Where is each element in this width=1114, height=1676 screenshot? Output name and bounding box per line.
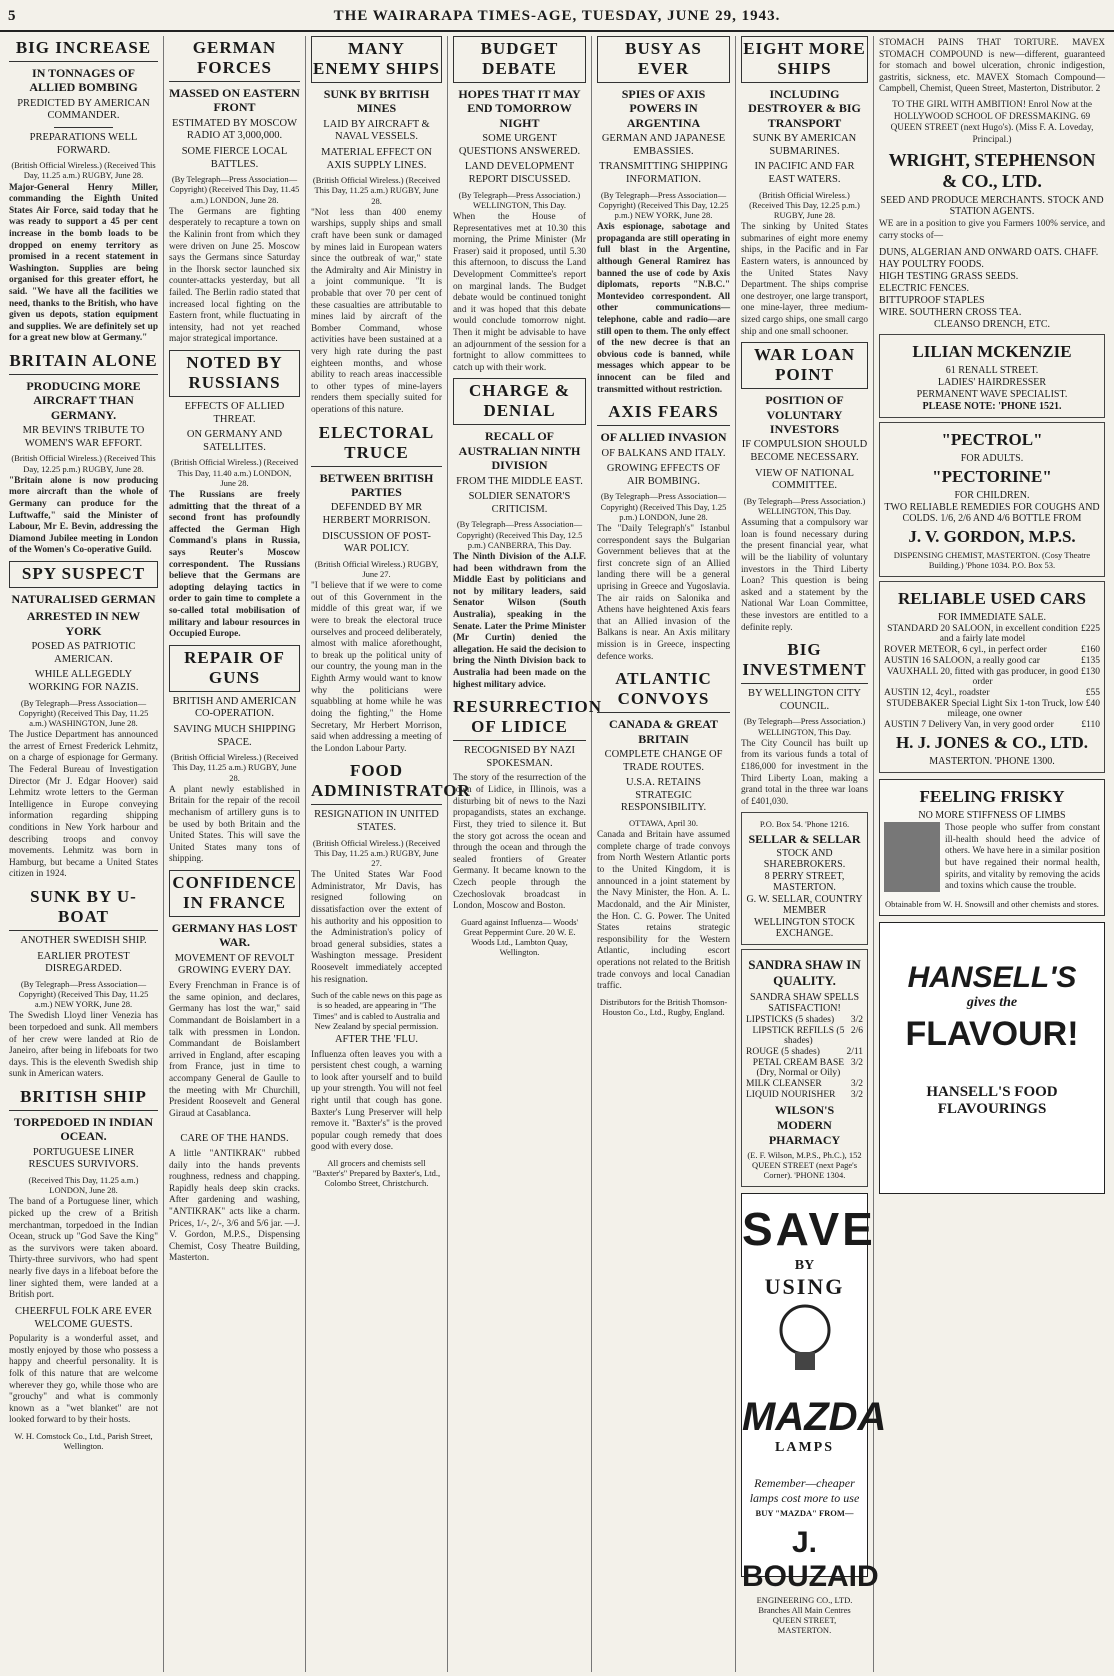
dateline: (British Official Wireless.) (Received This Day, 12.25 p.m.) RUGBY, June 28. xyxy=(749,189,860,220)
dateline: (By Telegraph—Press Association.) WELLINGTON, This Day. xyxy=(743,495,866,516)
article-body: "I believe that if we were to come out of this Government in the middle of this great war, if we were to break the electoral truce ourselves and proceed deliberately, almost with malice aforethought, to break up the political unity of our country, the young man in the Eighth Army would want to know why the politicians were squabbling at home while he was doing the fighting," the Home Secretary, Mr Herbert Morrison, said when addressing a meeting of the London Labour Party. xyxy=(311,581,442,754)
dateline: (By Telegraph—Press Association—Copyright) (Received This Day, 1.25 p.m.) LONDON, June 28. xyxy=(600,491,727,522)
headline: CHARGE & DENIAL xyxy=(453,378,586,425)
subheadline: EARLIER PROTEST DISREGARDED. xyxy=(37,950,130,975)
headline: BUSY AS EVER xyxy=(597,36,730,83)
ad-line: FOR ADULTS. xyxy=(960,452,1024,464)
ad-footer: Obtainable from W. H. Snowsill and other chemists and stores. xyxy=(885,898,1099,909)
subheadline: MOVEMENT OF REVOLT GROWING EVERY DAY. xyxy=(174,952,295,977)
classified-ad: STOMACH PAINS THAT TORTURE. MAVEX STOMACH COMPOUND is new—different, guaranteed for stomach and bowel ulceration, chronic indigestion, gastritis, sickness, etc. MAVEX Stomach Compound—Campbell, Chemist, Queen Street, Masterton, Distributor. 2 xyxy=(879,38,1105,95)
column-7 xyxy=(874,36,1110,1672)
headline: AXIS FEARS xyxy=(597,400,730,426)
subheadline: PRODUCING MORE AIRCRAFT THAN GERMANY. xyxy=(26,379,141,422)
ad-line: DISPENSING CHEMIST, MASTERTON. (Cosy Theatre Building.) 'Phone 1034. P.O. Box 53. xyxy=(893,549,1091,570)
subheadline: DEFENDED BY MR HERBERT MORRISON. xyxy=(322,502,431,527)
subheadline: WHILE ALLEGEDLY WORKING FOR NAZIS. xyxy=(28,669,139,694)
subheadline: HOPES THAT IT MAY END TOMORROW NIGHT xyxy=(458,87,581,130)
subheadline: POSED AS PATRIOTIC AMERICAN. xyxy=(31,641,136,665)
subheadline: OF ALLIED INVASION xyxy=(600,430,727,445)
subheadline: PORTUGUESE LINER RESCUES SURVIVORS. xyxy=(28,1146,139,1171)
used-cars-ad xyxy=(879,581,1105,773)
headline: ELECTORAL TRUCE xyxy=(311,421,442,467)
subheadline: U.S.A. RETAINS STRATEGIC RESPONSIBILITY. xyxy=(620,777,707,814)
ad-title: LILIAN MCKENZIE xyxy=(912,341,1072,361)
article-body: The Russians are freely admitting that the threat of a second front has profoundly affected the German High Command's plans in Russia, says Reuter's Moscow correspondent. The Russians believe that the Germans are adopting delaying tactics in order to gain time to complete a so-called total mobilisation of military and labour resources in Occupied Europe. xyxy=(169,489,300,640)
subheadline: AFTER THE 'FLU. xyxy=(334,1033,419,1045)
ad-title: WRIGHT, STEPHENSON & CO., LTD. xyxy=(888,150,1096,192)
masthead xyxy=(0,0,1114,32)
ad-using: USING xyxy=(764,1274,845,1300)
headline: EIGHT MORE SHIPS xyxy=(741,36,868,83)
article-body: Every Frenchman in France is of the same opinion, and declares, Germany has lost the war," said Commandant de Boislambert in a talk with pressmen in London. Commandant de Boislambert arrived in England, after escaping from France, just in time to accompany General de Gaulle to the meeting with Mr Churchill, President Roosevelt and General Giraud at Casablanca. xyxy=(169,981,300,1119)
subheadline: POSITION OF VOLUNTARY INVESTORS xyxy=(765,393,844,436)
subheadline: PREDICTED BY AMERICAN COMMANDER. xyxy=(17,97,150,122)
price-row: PETAL CREAM BASE (Dry, Normal or Oily) 3/2 xyxy=(752,1057,863,1078)
headline: BUDGET DEBATE xyxy=(453,36,586,83)
subheadline: RECALL OF AUSTRALIAN NINTH DIVISION xyxy=(458,429,581,473)
headline: CONFIDENCE IN FRANCE xyxy=(169,870,300,917)
subheadline: CANADA & GREAT BRITAIN xyxy=(608,717,719,746)
divider xyxy=(54,127,114,128)
subheadline: BRITISH AND AMERICAN CO-OPERATION. xyxy=(172,695,297,720)
car-row: VAUXHALL 20, fitted with gas producer, in good order £130 xyxy=(886,667,1100,688)
article-body: Popularity is a wonderful asset, and mostly enjoyed by those who possess a happy and cheerful personality. It is folk of this nature that are welcome wherever they go, while those who are "grouchy" and what is commonly known as a "wet blanket" are not looked forward to by their hosts. xyxy=(9,1334,158,1426)
ad-shop: WILSON'S MODERN PHARMACY xyxy=(768,1102,841,1147)
ad-address: (E. F. Wilson, M.P.S., Ph.C.), 152 QUEEN STREET (next Page's Corner). 'PHONE 1304. xyxy=(747,1149,862,1180)
subheadline: VIEW OF NATIONAL COMMITTEE. xyxy=(755,467,854,492)
ad-line: PERMANENT WAVE SPECIALIST. xyxy=(916,388,1068,400)
article-body: When the House of Representatives met at 10.30 this morning, the Prime Minister (Mr Fraser) said it proposed, until 5.30 this afternoon, to discuss the Land Development Committee's report on marginal lands. The Budget debate would be continued tonight and it was hoped that this debate would conclude tomorrow night. Then it might be advisable to have an adjournment of the session for a fortnight to allow committees to catch up with their work. xyxy=(453,211,586,373)
subheadline: IN TONNAGES OF ALLIED BOMBING xyxy=(29,66,138,95)
ad-item: HAY POULTRY FOODS. xyxy=(879,258,984,270)
headline: REPAIR OF GUNS xyxy=(169,645,300,692)
ad-subtitle: SEED AND PRODUCE MERCHANTS. STOCK AND STATION AGENTS. xyxy=(880,195,1104,218)
mazda-lamps-ad xyxy=(741,1193,887,1636)
ad-body: TWO RELIABLE REMEDIES FOR COUGHS AND COLDS. 1/6, 2/6 AND 4/6 BOTTLE FROM xyxy=(884,501,1100,524)
dateline: (British Official Wireless.) (Received This Day, 11.25 a.m.) RUGBY, June 27. xyxy=(312,837,441,868)
ad-item: ELECTRIC FENCES. xyxy=(879,282,970,294)
price-row: LIQUID NOURISHER 3/2 xyxy=(746,1089,863,1100)
dateline: (British Official Wireless.) (Received This Day, 11.25 a.m.) RUGBY, June 28. xyxy=(11,160,156,181)
portrait-photo xyxy=(884,822,940,892)
pectrol-ad xyxy=(879,422,1105,577)
dateline: (By Telegraph—Press Association.) WELLINGTON, This Day. xyxy=(458,189,581,210)
subheadline: GROWING EFFECTS OF AIR BOMBING. xyxy=(606,463,721,487)
article-body: Major-General Henry Miller, commanding the Eighth United States Air Force, said today that he was ready to support a 45 per cent increase in the bomb loads to be dropped on enemy territory as promised in a recent statement in Washington. Supplies are being organised for this greater effort, he said. "We have all the facilities we need, thanks to the British, who have given us depots, station equipment and supplies. We are definitely set up for a great new blow at Germany." xyxy=(9,182,158,344)
car-row: STANDARD 20 SALOON, in excellent condition and a fairly late model £225 xyxy=(887,624,1100,645)
ad-footer: HANSELL'S FOOD FLAVOURINGS xyxy=(926,1083,1058,1117)
ad-item: HIGH TESTING GRASS SEEDS. xyxy=(879,270,1019,282)
dateline: (British Official Wireless.) (Received This Day, 11.40 a.m.) LONDON, June 28. xyxy=(170,457,299,488)
column-3 xyxy=(306,36,471,1672)
subheadline: GERMAN AND JAPANESE EMBASSIES. xyxy=(601,133,726,157)
ad-line: WELLINGTON STOCK EXCHANGE. xyxy=(753,916,855,939)
advertiser: Guard against Influenza— Woods' Great Peppermint Cure. 20 W. E. Woods Ltd., Lambton Quay, Wellington. xyxy=(460,916,579,958)
dateline: OTTAWA, April 30. xyxy=(629,818,698,829)
ad-title: SANDRA SHAW IN QUALITY. xyxy=(748,956,861,988)
subheadline: CHEERFUL FOLK ARE EVER WELCOME GUESTS. xyxy=(15,1305,152,1330)
ad-title: RELIABLE USED CARS xyxy=(898,589,1086,609)
classified-ad: TO THE GIRL WITH AMBITION! Enrol Now at the HOLLYWOOD SCHOOL OF DRESSMAKING. 69 QUEEN STREET (next Hugo's). (Miss F. A. Loveday, Principal.) xyxy=(890,100,1094,145)
headline: GERMAN FORCES xyxy=(169,36,300,82)
price-row: ROUGE (5 shades) 2/11 xyxy=(746,1046,863,1057)
column-2 xyxy=(164,36,306,1672)
subheadline: LAID BY AIRCRAFT & NAVAL VESSELS. xyxy=(323,118,430,143)
lilian-mckenzie-ad xyxy=(879,334,1105,418)
price-row: LIPSTICKS (5 shades) 3/2 xyxy=(746,1014,863,1025)
car-row: ROVER METEOR, 6 cyl., in perfect order £160 xyxy=(884,645,1100,656)
headline: SPY SUSPECT xyxy=(9,561,158,588)
ad-tagline: gives the xyxy=(966,994,1018,1010)
price-row: MILK CLEANSER 3/2 xyxy=(746,1078,863,1089)
article-body: The Swedish Lloyd liner Venezia has been torpedoed and sunk. All members of her crew were landed at Rio de Janeiro, after being in lifeboats for two days. This is the eleventh Swedish ship sunk in American waters. xyxy=(9,1011,158,1080)
ad-tagline: Remember—cheaper lamps cost more to use xyxy=(749,1476,860,1506)
ad-line: G. W. SELLAR, COUNTRY MEMBER xyxy=(746,893,863,916)
headline: ATLANTIC CONVOYS xyxy=(597,667,730,713)
advertiser: W. H. Comstock Co., Ltd., Parish Street, Wellington. xyxy=(14,1430,153,1452)
subheadline: MR BEVIN'S TRIBUTE TO WOMEN'S WAR EFFORT. xyxy=(22,425,145,449)
dateline: (By Telegraph—Press Association—Copyright) (Received This Day, 12.25 p.m.) NEW YORK, June 28. xyxy=(598,189,729,220)
ad-phone: P.O. Box 54. 'Phone 1216. xyxy=(759,819,850,830)
subheadline: IN PACIFIC AND FAR EAST WATERS. xyxy=(754,161,855,185)
ad-brand: HANSELL'S xyxy=(907,960,1077,994)
article-body: Influenza often leaves you with a persistent chest cough, a warning to look after yourself and to build up your strength. You will not feel right until that cough has gone. Baxter's Lung Preserver will help remove it. "Baxter's" is the proved popular cough remedy that does good with every dose. xyxy=(311,1049,442,1153)
article-body: Axis espionage, sabotage and propaganda are still operating in full blast in the Argentine, although General Ramirez has banned the use of code by Axis diplomats, reports "N.B.C." Montevideo correspondent. All other communications—telephone, cable and radio—are still open to them. The only effect of the new decree is that an obvious code is banned, while messages which appear to be innocent can be filed and transmitted without restriction. xyxy=(597,222,730,395)
lightbulb-icon xyxy=(775,1300,835,1380)
ad-dealer-sub: ENGINEERING CO., LTD. Branches All Main Centres QUEEN STREET, MASTERTON. xyxy=(756,1595,853,1636)
car-row: AUSTIN 12, 4cyl., roadster £55 xyxy=(884,688,1100,699)
subheadline: BY WELLINGTON CITY COUNCIL. xyxy=(748,688,861,712)
subheadline: TRANSMITTING SHIPPING INFORMATION. xyxy=(599,161,728,185)
article-body: The United States War Food Administrator, Mr Davis, has resigned following on dissatisfaction over the extent of his authority and his opposition to the Administration's policy of broad general subsidies, states a Washington message. President Roosevelt immediately accepted his resignation. xyxy=(311,870,442,985)
dateline: (By Telegraph—Press Association.) WELLINGTON, This Day. xyxy=(743,716,866,737)
dateline: (British Official Wireless.) (Received This Day, 11.25 a.m.) RUGBY, June 28. xyxy=(312,175,441,206)
column-1 xyxy=(4,36,164,1672)
dateline: (Received This Day, 11.25 a.m.) LONDON, June 28. xyxy=(28,1175,139,1196)
car-row: AUSTIN 16 SALOON, a really good car £135 xyxy=(884,656,1100,667)
ad-lamps: LAMPS xyxy=(775,1440,834,1456)
ad-title: "PECTORINE" xyxy=(932,466,1052,486)
ad-line: FOR CHILDREN. xyxy=(954,489,1030,501)
article-body: The Germans are fighting desperately to recapture a town on the Kalinin front from which they were driven on June 25. Moscow says the Germans since Saturday in the Ihorsk sector launched six counter-attacks yesterday, but all failed. The Berlin radio stated that increased local fighting on the Eastern front, while fluctuating in intensity, had not yet reached major strategical importance. xyxy=(169,206,300,345)
subheadline: EFFECTS OF ALLIED THREAT. xyxy=(184,401,285,425)
headline: BIG INCREASE xyxy=(9,36,158,62)
article-body: The Justice Department has announced the arrest of Ernest Frederick Lehmitz, on a charge of espionage for Germany. The Federal Bureau of Investigation Director (Mr J. Edgar Hoover) said Lehmitz wrote letters to the German Intelligence in Europe conveying information regarding shipping conditions in New York harbour and describing troops and convoy movements. Lehmitz was born in Hamburg, but became a United States citizen in 1924. xyxy=(9,730,158,880)
price-row: LIPSTICK REFILLS (5 shades) 2/6 xyxy=(752,1025,863,1046)
dateline: (By Telegraph—Press Association—Copyright) (Received This Day, 12.5 p.m.) CANBERRA, This Day. xyxy=(456,519,583,550)
ad-title: FEELING FRISKY xyxy=(919,787,1065,807)
article-body: A little "ANTIKRAK" rubbed daily into the hands prevents roughness, redness and chapping. Rapidly heals deep skin cracks. After gardening and washing, "ANTIKRAK" acts like a charm. Prices, 1/-, 2/-, 3/6 and 5/6 jar. —J. V. Gordon, M.P.S., Dispensing Chemist, Cosy Theatre Building, Masterton. xyxy=(169,1148,300,1264)
sandra-shaw-ad xyxy=(741,949,868,1188)
car-row: AUSTIN 7 Delivery Van, in very good order £110 xyxy=(884,720,1100,731)
ad-title: J. V. GORDON, M.P.S. xyxy=(908,526,1076,546)
headline: SUNK BY U-BOAT xyxy=(9,885,158,931)
dateline: (By Telegraph—Press Association—Copyright) (Received This Day, 11.45 a.m.) LONDON, June 28. xyxy=(169,174,300,205)
ad-headline: FLAVOUR! xyxy=(905,1014,1079,1053)
dateline: (British Official Wireless.) (Received This Day, 11.25 a.m.) RUGBY, June 28. xyxy=(170,752,299,783)
headline: MANY ENEMY SHIPS xyxy=(311,36,442,83)
ad-line: MASTERTON. 'PHONE 1300. xyxy=(929,756,1055,768)
article-body: Canada and Britain have assumed complete charge of trade convoys from North Western Atlantic ports to the United Kingdom, it is announced in a joint statement by the Navy Minister, the Hon. A. L. Macdonald, and the Air Minister, the Hon. C. G. Power. The United States retains strategic responsibility for the Western Atlantic, including escort operations not related to the British trade convoys and local Canadian traffic. xyxy=(597,830,730,992)
subheadline: ON GERMANY AND SATELLITES. xyxy=(186,429,283,453)
subheadline: ANOTHER SWEDISH SHIP. xyxy=(20,935,147,947)
subheadline: COMPLETE CHANGE OF TRADE ROUTES. xyxy=(604,749,723,773)
column-6 xyxy=(736,36,887,1672)
subheadline: SUNK BY BRITISH MINES xyxy=(323,87,430,116)
subheadline: SUNK BY AMERICAN SUBMARINES. xyxy=(752,133,857,157)
subheadline: NATURALISED GERMAN xyxy=(11,592,156,607)
subheadline: OF BALKANS AND ITALY. xyxy=(601,447,726,459)
headline: BIG INVESTMENT xyxy=(741,638,868,684)
article-body: The sinking by United States submarines of eight more enemy ships, in the Pacific and in Far Eastern waters, is announced by the United States Navy Department. The ships comprise one destroyer, one large transport, one mine-layer, three medium-sized cargo ships, one small cargo ship and one small schooner. xyxy=(741,222,868,337)
headline: NOTED BY RUSSIANS xyxy=(169,350,300,397)
dateline: (By Telegraph—Press Association—Copyright) (Received This Day, 11.25 a.m.) NEW YORK, June 28. xyxy=(18,978,149,1010)
headline: BRITISH SHIP xyxy=(9,1085,158,1111)
subheadline: GERMANY HAS LOST WAR. xyxy=(171,921,298,950)
subheadline: SAVING MUCH SHIPPING SPACE. xyxy=(173,724,296,748)
subheadline: DISCUSSION OF POST-WAR POLICY. xyxy=(322,530,431,555)
headline: WAR LOAN POINT xyxy=(741,342,868,389)
ad-body: WE are in a position to give you Farmers 100% service, and carry stocks of— xyxy=(879,219,1105,242)
advertiser: Distributors for the British Thomson-Houston Co., Ltd., Rugby, England. xyxy=(599,996,728,1017)
columns xyxy=(4,36,1110,1672)
subheadline: SOLDIER SENATOR'S CRITICISM. xyxy=(468,491,571,515)
subheadline: ESTIMATED BY MOSCOW RADIO AT 3,000,000. xyxy=(171,117,298,142)
subheadline: MASSED ON EASTERN FRONT xyxy=(169,86,300,115)
ad-line: 61 RENALL STREET. xyxy=(945,364,1039,376)
headline: RESURRECTION OF LIDICE xyxy=(453,695,586,741)
ad-line: 8 PERRY STREET, MASTERTON. xyxy=(764,870,845,893)
subheadline: INCLUDING DESTROYER & BIG TRANSPORT xyxy=(748,87,861,130)
page-number: 5 xyxy=(8,8,16,24)
ad-subtitle: SANDRA SHAW SPELLS SATISFACTION! xyxy=(749,991,860,1014)
ad-buy: BUY "MAZDA" FROM— xyxy=(755,1508,854,1519)
ad-item: DUNS, ALGERIAN AND ONWARD OATS. CHAFF. xyxy=(879,246,1099,258)
headline: BRITAIN ALONE xyxy=(9,349,158,375)
subheadline: RESIGNATION IN UNITED STATES. xyxy=(314,809,439,833)
ad-line: PLEASE NOTE: 'PHONE 1521. xyxy=(922,400,1062,412)
article-body: A plant newly established in Britain for the repair of the recoil mechanism of artillery guns is to be used by both Britain and the United States. This will save the United States many tons of shipping. xyxy=(169,784,300,865)
ad-item: CLEANSO DRENCH, ETC. xyxy=(933,318,1051,330)
dateline: (British Official Wireless.) RUGBY, June 27. xyxy=(314,558,439,580)
ad-name: SELLAR & SELLAR xyxy=(748,831,861,846)
article-body: "Not less than 400 enemy warships, supply ships and small craft have been sunk or damaged by mines laid in European waters since the outbreak of war," state the Admiralty and Air Ministry in a joint communique. "It is probable that over 70 per cent of these casualties are attributable to mines laid by aircraft of the Bomber Command, whose activities have been sustained at a very high rate during the past eighteen months, and whose ability to reach areas inaccessible to other types of mine-layers renders them specially suited for operations of this nature. xyxy=(311,207,442,416)
column-4 xyxy=(448,36,602,1672)
ad-subtitle: FOR IMMEDIATE SALE. xyxy=(937,612,1047,624)
subheadline: FROM THE MIDDLE EAST. xyxy=(456,475,583,487)
advertiser: All grocers and chemists sell "Baxter's" Prepared by Baxter's, Ltd., Colombo Street, Christchurch. xyxy=(312,1158,441,1189)
ad-item: BITTUPROOF STAPLES xyxy=(879,294,985,306)
newspaper-title: THE WAIRARAPA TIMES-AGE, TUESDAY, JUNE 29, 1943. xyxy=(333,8,781,24)
article-body: The City Council has built up from its various funds a total of £186,000 for investment in the Third Liberty Loan, making a grand total in the three war loans of £401,030. xyxy=(741,738,868,807)
subheadline: MATERIAL EFFECT ON AXIS SUPPLY LINES. xyxy=(321,146,432,171)
dateline: (British Official Wireless.) (Received This Day, 12.25 p.m.) RUGBY, June 28. xyxy=(11,453,156,474)
article-body: Assuming that a compulsory war loan is found necessary during the present financial year, what will be the liability of voluntary investors in the Third Liberty Loan? This question is being asked and a statement by the National War Loan Committee, these investors are entitled to a definite reply. xyxy=(741,518,868,633)
ad-title: "PECTROL" xyxy=(941,429,1043,449)
subheadline: SOME URGENT QUESTIONS ANSWERED. xyxy=(458,133,581,157)
ad-line: LADIES' HAIRDRESSER xyxy=(937,376,1047,388)
note: Such of the cable news on this page as is so headed, are appearing in "The Times" and is cabled to Australia and New Zealand by special permission. xyxy=(311,990,442,1031)
dateline: (By Telegraph—Press Association—Copyright) (Received This Day, 11.25 a.m.) WASHINGTON, June 28. xyxy=(18,697,149,728)
article-body: The Ninth Division of the A.I.F. had been withdrawn from the Middle East by politicians and not by military leaders, said Senator Wilson (South Australia), speaking in the Senate. Later the Prime Minister (Mr Curtin) denied the allegation. He said the decision to bring the Ninth Division back to Australia had been made on the highest military advice. xyxy=(453,551,586,690)
column-5 xyxy=(592,36,736,1672)
ad-dealer: J. BOUZAID xyxy=(742,1526,879,1594)
headline: FOOD ADMINISTRATOR xyxy=(311,759,442,805)
subheadline: SPIES OF AXIS POWERS IN ARGENTINA xyxy=(621,87,706,130)
subheadline: BETWEEN BRITISH PARTIES xyxy=(319,470,434,500)
car-row: STUDEBAKER Special Light Six 1-ton Truck, low mileage, one owner £40 xyxy=(886,699,1100,720)
article-body: "Britain alone is now producing more aircraft than the whole of Germany can produce for the Luftwaffe," said the Minister of Labour, Mr E. Bevin, addressing the Diamond Jubilee meeting in London of the Women's Co-operative Guild. xyxy=(9,475,158,556)
article-body: The story of the resurrection of the town of Lidice, in Illinois, was a disturbing bit of news to the Nazi propagandists, states an exchange. First, they tried to silence it. But the story got across the ocean and through the ocean and through the sealed frontiers of Greater Germany. It became known to the Czech people through the Czechoslovak broadcast in London, Moscow and Boston. xyxy=(453,773,586,912)
subheadline: IF COMPULSION SHOULD BECOME NECESSARY. xyxy=(741,439,868,463)
subheadline: RECOGNISED BY NAZI SPOKESMAN. xyxy=(463,745,576,769)
subheadline: PREPARATIONS WELL FORWARD. xyxy=(29,131,138,156)
ad-body: Those people who suffer from constant ill-health should heed the advice of others. We have here in a similar position but have regained their normal health, spirits, and vitality by removing the acids and toxins which cause the trouble. xyxy=(945,823,1100,892)
ad-by: BY xyxy=(794,1258,815,1274)
subheadline: LAND DEVELOPMENT REPORT DISCUSSED. xyxy=(464,161,575,185)
ad-item: WIRE. SOUTHERN CROSS TEA. xyxy=(879,306,1022,318)
subheadline: SOME FIERCE LOCAL BATTLES. xyxy=(181,145,288,170)
article-body: The band of a Portuguese liner, which picked up the crew of a British merchantman, torpedoed in the Indian Ocean, struck up "God Save the King" as the survivors were taken aboard. Thirty-three survivors, who had spent nearly five days in a lifeboat before the liner sighted them, were landed at a British port. xyxy=(9,1197,158,1301)
ad-line: STOCK AND SHAREBROKERS. xyxy=(763,847,846,870)
subheadline: ARRESTED IN NEW YORK xyxy=(26,609,141,638)
ad-brand: MAZDA xyxy=(742,1395,887,1440)
ad-title: H. J. JONES & CO., LTD. xyxy=(895,733,1089,753)
sellar-ad xyxy=(741,812,868,944)
ad-save: SAVE xyxy=(742,1203,876,1256)
subheadline: CARE OF THE HANDS. xyxy=(180,1133,289,1145)
ad-subtitle: NO MORE STIFFNESS OF LIMBS xyxy=(918,810,1066,822)
subheadline: TORPEDOED IN INDIAN OCEAN. xyxy=(13,1115,154,1144)
hansells-ad xyxy=(879,922,1105,1194)
article-body: The "Daily Telegraph's" Istanbul correspondent says the Bulgarian Government believes that at the first concrete sign of an Allied landing there will be a general uprising in Greece and Yugoslavia. The air raids on Salonika and Athens have heightened Axis fears that an Allied invasion of the Balkans is near. An Axis military mission is in Greece, inspecting defence works. xyxy=(597,523,730,662)
feeling-frisky-ad xyxy=(879,779,1105,916)
